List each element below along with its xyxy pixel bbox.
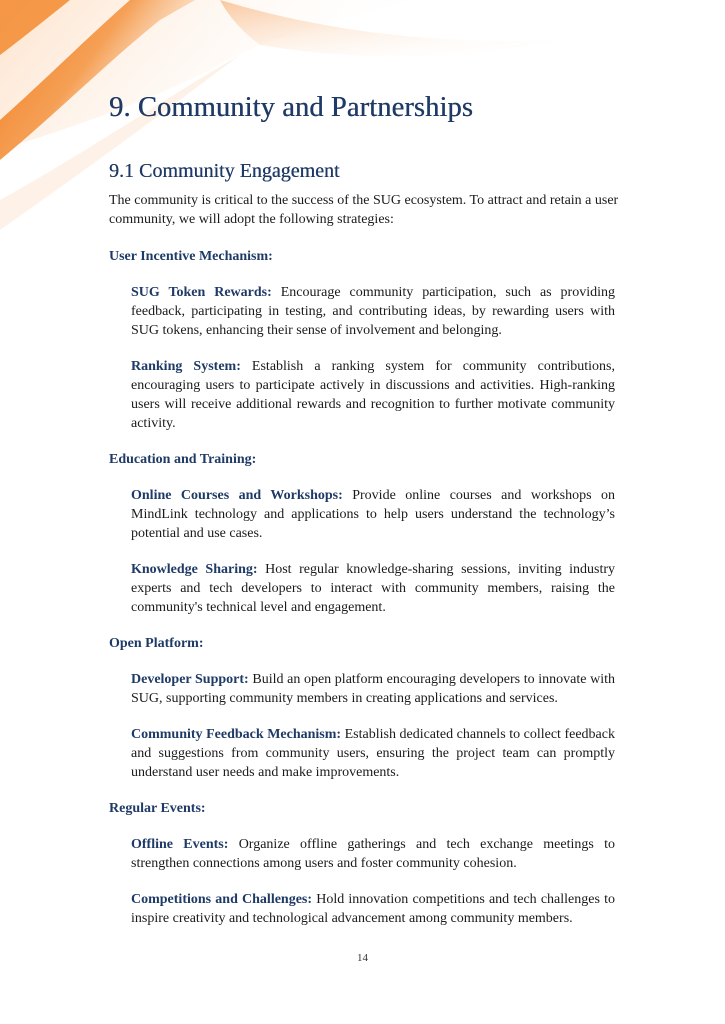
item-text: Establish a ranking system for community contributions, encouraging users to participate actively in discussions and activities. High-ranking users will receive additional rewards and recognition to further motivate community activity.	[131, 359, 615, 431]
item-text: Encourage community participation, such as providing feedback, participating in testing, and contributing ideas, by rewarding users with SUG tokens, enhancing their sense of involvement and belonging.	[131, 285, 615, 338]
item-term: Knowledge Sharing:	[131, 562, 258, 577]
item-term: Ranking System:	[131, 359, 241, 374]
item-text: Organize offline gatherings and tech exchange meetings to strengthen connections among users and foster community cohesion.	[131, 837, 615, 871]
item-online-courses	[131, 486, 615, 543]
item-competitions	[131, 890, 615, 928]
section-title-user-incentive: User Incentive Mechanism:	[109, 249, 273, 264]
section-title-regular-events: Regular Events:	[109, 801, 206, 816]
section-subheading: 9.1 Community Engagement	[109, 160, 340, 182]
item-term: Competitions and Challenges:	[131, 892, 313, 907]
item-text: Build an open platform encouraging developers to innovate with SUG, supporting community members in creating applications and services.	[131, 672, 616, 706]
item-offline-events	[131, 835, 615, 873]
item-text: Establish dedicated channels to collect feedback and suggestions from community users, ensuring the project team can promptly understand user needs and make improvements.	[131, 727, 615, 780]
page-heading: 9. Community and Partnerships	[109, 92, 473, 123]
item-term: Online Courses and Workshops:	[131, 488, 343, 503]
item-text: Provide online courses and workshops on MindLink technology and applications to help users understand the technology’s potential and use cases.	[131, 488, 615, 541]
item-developer-support	[131, 670, 615, 708]
item-text: Host regular knowledge-sharing sessions, inviting industry experts and tech developers to interact with community members, raising the community's technical level and engagement.	[131, 562, 616, 615]
item-knowledge-sharing	[131, 560, 615, 617]
item-text: Hold innovation competitions and tech challenges to inspire creativity and technological advancement among community members.	[131, 892, 615, 926]
item-community-feedback	[131, 725, 615, 782]
section-title-open-platform: Open Platform:	[109, 636, 204, 651]
item-sug-token-rewards	[131, 283, 615, 340]
intro-paragraph: The community is critical to the success of the SUG ecosystem. To attract and retain a user community, we will adopt the following strategies:	[109, 193, 619, 227]
item-term: Community Feedback Mechanism:	[131, 727, 342, 742]
section-title-education: Education and Training:	[109, 452, 257, 467]
item-term: Offline Events:	[131, 837, 229, 852]
item-term: SUG Token Rewards:	[131, 285, 272, 300]
item-term: Developer Support:	[131, 672, 249, 687]
page-number: 14	[357, 952, 368, 964]
item-ranking-system	[131, 357, 615, 433]
